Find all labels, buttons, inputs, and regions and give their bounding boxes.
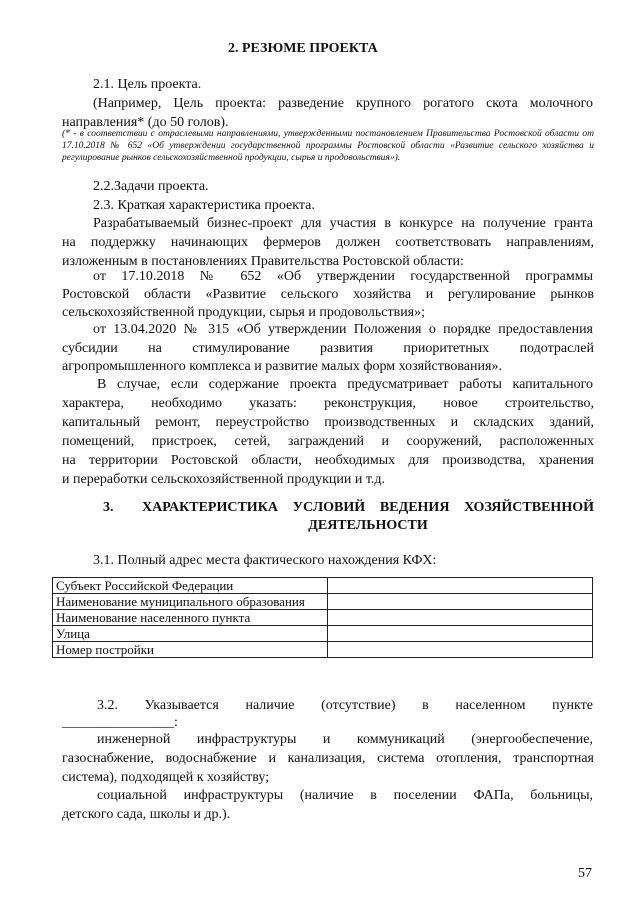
para3-line: агропромышленного комплекса и развитие малых форм хозяйствования».	[62, 359, 502, 374]
para2-line: Ростовской области «Развитие сельского хозяйства и регулирование рынков	[62, 287, 594, 302]
para1-line: Разрабатываемый бизнес-проект для участия в конкурсе на получение гранта	[93, 216, 593, 231]
table-cell-label: Улица	[53, 626, 328, 642]
page-number: 57	[578, 866, 592, 881]
para4-line: и переработки сельскохозяйственной продукции и т.д.	[62, 472, 386, 487]
table-row	[53, 578, 593, 594]
table-cell-label: Субъект Российской Федерации	[53, 578, 328, 594]
table-cell-label: Номер постройки	[53, 642, 328, 658]
address-table	[52, 577, 593, 658]
section3-heading-line2: ДЕЯТЕЛЬНОСТИ	[308, 518, 428, 533]
social-line: социальной инфраструктуры (наличие в поселении ФАПа, больницы,	[97, 788, 593, 803]
para1-line: изложенным в постановлениях Правительства Ростовской области:	[62, 254, 464, 269]
table-cell-value[interactable]	[328, 642, 593, 658]
tasks-label: 2.2.Задачи проекта.	[93, 179, 209, 194]
goal-example-line2: направления* (до 50 голов).	[62, 115, 229, 130]
para4-line: характера, необходимо указать: реконструкция, новое строительство,	[62, 396, 594, 411]
table-cell-value[interactable]	[328, 610, 593, 626]
social-line: детского сада, школы и др.).	[62, 807, 231, 822]
table-row	[53, 642, 593, 658]
item32-blank: ________________:	[62, 715, 178, 730]
para2-line: сельскохозяйственной продукции, сырья и продовольствия»;	[62, 305, 426, 320]
infra-line: инженерной инфраструктуры и коммуникаций (энергообеспечение,	[97, 732, 593, 747]
table-cell-value[interactable]	[328, 626, 593, 642]
brief-label: 2.3. Краткая характеристика проекта.	[93, 198, 315, 213]
para4-line: В случае, если содержание проекта предусматривает работы капитального	[97, 377, 593, 392]
table-row	[53, 626, 593, 642]
table-cell-value[interactable]	[328, 594, 593, 610]
table-cell-value[interactable]	[328, 578, 593, 594]
address-label: 3.1. Полный адрес места фактического нахождения КФХ:	[93, 553, 437, 568]
section3-number: 3.	[103, 500, 114, 515]
para3-line: от 13.04.2020 № 315 «Об утверждении Положения о порядке предоставления	[93, 322, 593, 337]
para4-line: на территории Ростовской области, необходимых для производства, хранения	[62, 453, 594, 468]
para4-line: помещений, пристроек, сетей, заграждений и сооружений, расположенных	[62, 434, 594, 449]
table-cell-label: Наименование населенного пункта	[53, 610, 328, 626]
para4-line: капитальный ремонт, переустройство производственных и складских зданий,	[62, 415, 594, 430]
table-row	[53, 594, 593, 610]
table-cell-label: Наименование муниципального образования	[53, 594, 328, 610]
infra-line: система), подходящей к хозяйству;	[62, 770, 270, 785]
para2-line: от 17.10.2018 № 652 «Об утверждении государственной программы	[93, 269, 593, 284]
goal-label: 2.1. Цель проекта.	[93, 77, 202, 92]
goal-example-line1: (Например, Цель проекта: разведение крупного рогатого скота молочного	[93, 96, 593, 111]
item32-line1: 3.2. Указывается наличие (отсутствие) в населенном пункте	[97, 698, 593, 713]
table-row	[53, 610, 593, 626]
infra-line: газоснабжение, водоснабжение и канализация, система отопления, транспортная	[62, 751, 594, 766]
para1-line: на поддержку начинающих фермеров должен соответствовать направлениям,	[62, 235, 594, 250]
section2-heading: 2. РЕЗЮМЕ ПРОЕКТА	[228, 41, 378, 56]
para3-line: субсидии на стимулирование развития приоритетных подотраслей	[62, 341, 594, 356]
footnote: (* - в соответствии с отраслевыми направлениями, утвержденными постановлением Правительства Ростовской области от 17.10.2018 № 652 «Об утверждении государственной программы Ростовской области «Развитие сельского хозяйства и регулирование рынков сельскохозяйственной продукции, сырья и продовольствия»).	[62, 129, 594, 163]
section3-heading-line1: ХАРАКТЕРИСТИКА УСЛОВИЙ ВЕДЕНИЯ ХОЗЯЙСТВЕННОЙ	[142, 500, 594, 515]
